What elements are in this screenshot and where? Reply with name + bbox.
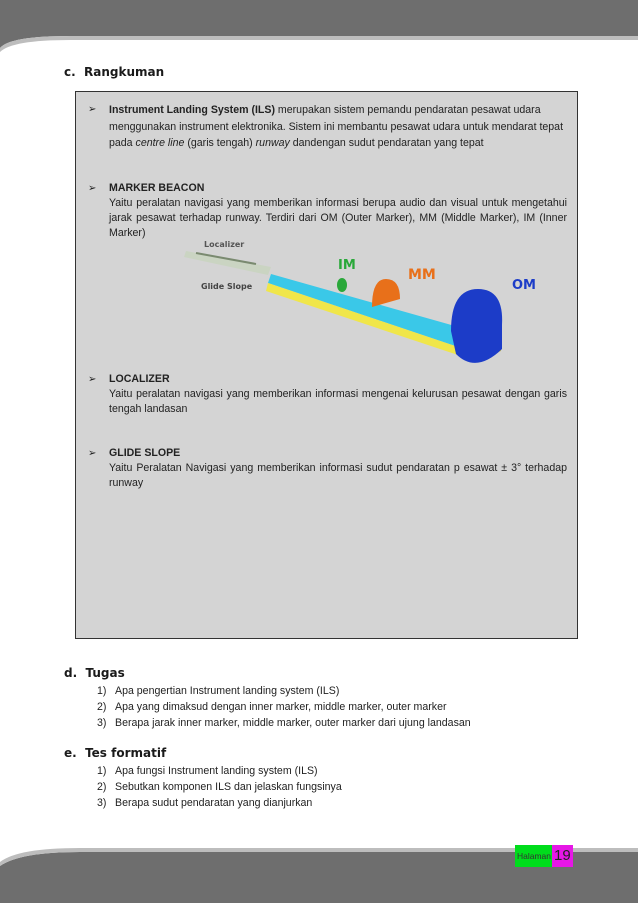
diagram-mm-label: MM xyxy=(408,267,436,283)
diagram-localizer-label: Localizer xyxy=(204,240,245,249)
section-c-title: Rangkuman xyxy=(84,65,165,79)
arrow-bullet-icon: ➢ xyxy=(88,374,97,385)
summary-item-marker-beacon xyxy=(88,181,567,241)
summary-item-glide-slope xyxy=(88,446,567,491)
page-number: 19 xyxy=(552,845,573,867)
header-band xyxy=(0,0,638,60)
arrow-bullet-icon: ➢ xyxy=(88,104,97,115)
localizer-title: LOCALIZER xyxy=(109,373,170,385)
summary-item-ils xyxy=(88,102,567,152)
list-item: 2) Apa yang dimaksud dengan inner marker, middle marker, outer marker xyxy=(97,701,447,713)
page-number-badge xyxy=(515,845,573,867)
section-e-title: Tes formatif xyxy=(85,746,167,760)
section-c-label: c. xyxy=(64,65,76,79)
ils-text-c: dandengan sudut pendaratan yang tepat xyxy=(289,137,484,149)
summary-box xyxy=(75,91,578,639)
tugas-list xyxy=(97,683,471,731)
section-d-title: Tugas xyxy=(85,666,125,680)
section-e-heading xyxy=(64,746,166,760)
section-c-heading xyxy=(64,65,164,79)
list-item: 3) Berapa sudut pendaratan yang dianjurkan xyxy=(97,797,313,809)
glide-title: GLIDE SLOPE xyxy=(109,447,181,459)
section-e-label: e. xyxy=(64,746,77,760)
om-marker xyxy=(451,289,502,363)
marker-title: MARKER BEACON xyxy=(109,182,205,194)
runway-side xyxy=(266,283,476,361)
list-item: 2) Sebutkan komponen ILS dan jelaskan fungsinya xyxy=(97,781,342,793)
arrow-bullet-icon: ➢ xyxy=(88,448,97,459)
ils-text-a: merupakan sistem pemandu pendaratan pesawat udara menggunakan instrument elektronika. Sistem ini membantu pesawat udara untuk mendarat tepat pada xyxy=(109,104,564,149)
marker-beacon-diagram xyxy=(176,239,536,379)
mm-marker xyxy=(372,279,400,307)
section-d-label: d. xyxy=(64,666,78,680)
localizer-text: Yaitu peralatan navigasi yang memberikan informasi mengenai kelurusan pesawat dengan garis tengah landasan xyxy=(109,388,567,415)
list-item: 1) Apa fungsi Instrument landing system (ILS) xyxy=(97,765,318,777)
im-marker xyxy=(337,278,347,292)
tes-list xyxy=(97,763,342,811)
ils-italic-a: centre line xyxy=(135,137,185,149)
localizer-beam xyxy=(184,251,271,275)
diagram-om-label: OM xyxy=(512,278,536,293)
ils-title: Instrument Landing System (ILS) xyxy=(109,104,275,116)
diagram-im-label: IM xyxy=(338,258,356,273)
page-label: Halaman xyxy=(515,845,552,867)
list-item: 1) Apa pengertian Instrument landing system (ILS) xyxy=(97,685,340,697)
diagram-glide-slope-label: Glide Slope xyxy=(201,282,253,291)
marker-text: Yaitu peralatan navigasi yang memberikan informasi berupa audio dan visual untuk mengetahui jarak pesawat terhadap runway. Terdiri dari OM (Outer Marker), MM (Middle Marker), IM (Inner Marker) xyxy=(109,197,567,239)
list-item: 3) Berapa jarak inner marker, middle marker, outer marker dari ujung landasan xyxy=(97,717,471,729)
ils-italic-b: runway xyxy=(255,137,290,149)
section-d-heading xyxy=(64,666,125,680)
arrow-bullet-icon: ➢ xyxy=(88,183,97,194)
summary-item-localizer xyxy=(88,372,567,417)
ils-text-b: (garis tengah) xyxy=(184,137,256,149)
glide-text: Yaitu Peralatan Navigasi yang memberikan informasi sudut pendaratan p esawat ± 3° terhadap runway xyxy=(109,462,567,489)
